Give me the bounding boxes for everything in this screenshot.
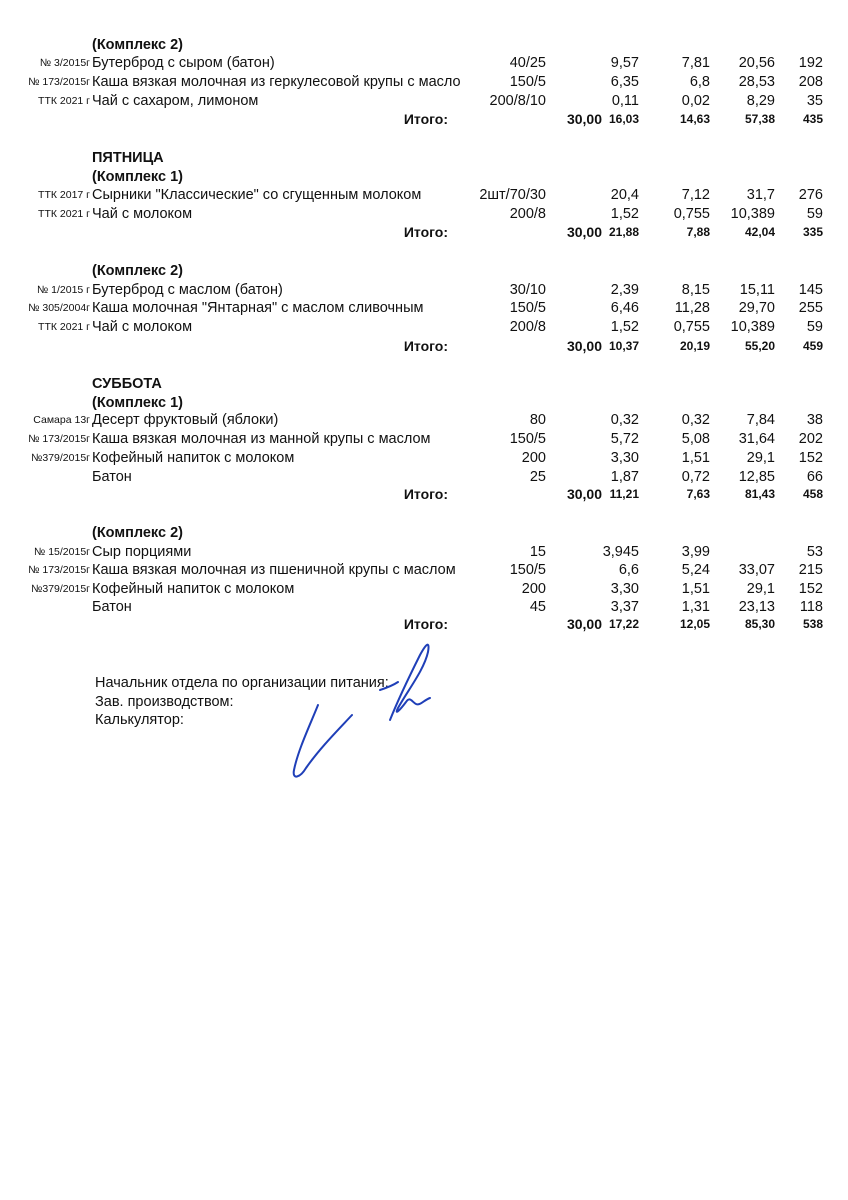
portion: 200	[521, 450, 546, 466]
kcal: 152	[798, 581, 823, 597]
recipe-ref: № 15/2015г	[34, 546, 90, 558]
total-label: Итого:	[403, 616, 448, 632]
protein: 2,39	[610, 282, 639, 298]
total-price: 30,00	[566, 111, 602, 127]
fat: 11,28	[674, 300, 710, 316]
dish-name: Десерт фруктовый (яблоки)	[92, 412, 279, 428]
protein: 0,32	[610, 412, 639, 428]
menu-row	[0, 430, 848, 449]
protein: 6,6	[618, 562, 639, 578]
fat: 1,31	[681, 599, 710, 615]
kcal: 38	[806, 412, 823, 428]
total-price: 30,00	[566, 616, 602, 632]
total-kcal: 538	[802, 617, 823, 631]
carb: 29,1	[746, 450, 775, 466]
total-protein: 11,21	[609, 487, 639, 501]
dish-name: Бутерброд с сыром (батон)	[92, 55, 275, 71]
total-label: Итого:	[403, 486, 448, 502]
kcal: 66	[806, 469, 823, 485]
protein: 3,30	[610, 450, 639, 466]
total-fat: 7,63	[686, 487, 710, 501]
carb: 31,7	[746, 187, 775, 203]
dish-name: Каша вязкая молочная из пшеничной крупы с маслом	[92, 562, 456, 578]
kcal: 118	[799, 599, 823, 615]
menu-row	[0, 186, 848, 205]
protein: 0,11	[611, 93, 639, 109]
carb: 20,56	[738, 55, 775, 71]
total-row	[0, 485, 848, 504]
fat: 0,32	[681, 412, 710, 428]
menu-row	[0, 411, 848, 430]
fat: 8,15	[681, 282, 710, 298]
total-label: Итого:	[403, 338, 448, 354]
total-fat: 7,88	[686, 225, 710, 239]
total-label: Итого:	[403, 111, 448, 127]
menu-row	[0, 54, 848, 73]
recipe-ref: № 1/2015 г	[36, 284, 90, 296]
protein: 1,52	[610, 319, 639, 335]
protein: 6,46	[610, 300, 639, 316]
kcal: 145	[798, 282, 823, 298]
recipe-ref: №379/2015г	[31, 452, 90, 464]
portion: 2шт/70/30	[479, 187, 546, 203]
recipe-ref: № 173/2015г	[28, 564, 90, 576]
total-label: Итого:	[403, 224, 448, 240]
portion: 45	[529, 599, 546, 615]
signature-calculator-label: Калькулятор:	[95, 712, 184, 728]
total-row	[0, 223, 848, 242]
total-kcal: 435	[802, 112, 823, 126]
protein: 1,87	[610, 469, 639, 485]
fat: 5,08	[681, 431, 710, 447]
fat: 0,02	[681, 93, 710, 109]
menu-row	[0, 318, 848, 337]
fat: 7,81	[681, 55, 710, 71]
fat: 1,51	[681, 581, 710, 597]
carb: 8,29	[746, 93, 775, 109]
carb: 10,389	[730, 206, 775, 222]
carb: 29,70	[738, 300, 775, 316]
complex-heading: (Комплекс 2)	[92, 263, 183, 279]
total-carb: 57,38	[744, 112, 775, 126]
dish-name: Сырники "Классические" со сгущенным молоком	[92, 187, 422, 203]
total-price: 30,00	[566, 224, 602, 240]
fat: 6,8	[689, 74, 710, 90]
recipe-ref: № 173/2015г	[28, 433, 90, 445]
carb: 33,07	[738, 562, 775, 578]
total-protein: 16,03	[608, 112, 639, 126]
fat: 0,755	[673, 319, 710, 335]
dish-name: Каша вязкая молочная из геркулесовой крупы с масло	[92, 74, 461, 90]
protein: 9,57	[610, 55, 639, 71]
total-protein: 17,22	[608, 617, 639, 631]
total-carb: 55,20	[744, 339, 775, 353]
complex-heading: (Комплекс 2)	[92, 525, 183, 541]
fat: 0,755	[673, 206, 710, 222]
carb: 28,53	[738, 74, 775, 90]
portion: 150/5	[509, 562, 546, 578]
menu-row	[0, 449, 848, 468]
total-kcal: 335	[802, 225, 823, 239]
portion: 150/5	[509, 300, 546, 316]
carb: 7,84	[746, 412, 775, 428]
kcal: 35	[806, 93, 823, 109]
total-protein: 21,88	[608, 225, 639, 239]
dish-name: Каша молочная "Янтарная" с маслом сливочным	[92, 300, 424, 316]
portion: 200	[521, 581, 546, 597]
recipe-ref: № 305/2004г	[28, 302, 90, 314]
total-carb: 81,43	[744, 487, 775, 501]
menu-row	[0, 561, 848, 580]
portion: 150/5	[509, 431, 546, 447]
menu-row	[0, 580, 848, 599]
portion: 80	[529, 412, 546, 428]
portion: 15	[529, 544, 546, 560]
carb: 31,64	[738, 431, 775, 447]
menu-row	[0, 543, 848, 562]
complex-heading: (Комплекс 2)	[92, 37, 183, 53]
recipe-ref: ТТК 2021 г	[38, 95, 90, 107]
recipe-ref: №379/2015г	[31, 583, 90, 595]
complex-heading: (Комплекс 1)	[92, 395, 183, 411]
kcal: 192	[798, 55, 823, 71]
fat: 3,99	[681, 544, 710, 560]
total-fat: 12,05	[679, 617, 710, 631]
total-row	[0, 337, 848, 356]
total-kcal: 458	[802, 487, 823, 501]
total-carb: 85,30	[744, 617, 775, 631]
menu-row	[0, 73, 848, 92]
fat: 5,24	[681, 562, 710, 578]
recipe-ref: ТТК 2017 г	[38, 189, 90, 201]
menu-row	[0, 281, 848, 300]
dish-name: Сыр порциями	[92, 544, 192, 560]
dish-name: Чай с молоком	[92, 206, 193, 222]
dish-name: Кофейный напиток с молоком	[92, 581, 295, 597]
fat: 1,51	[681, 450, 710, 466]
total-carb: 42,04	[744, 225, 775, 239]
portion: 25	[529, 469, 546, 485]
kcal: 59	[806, 319, 823, 335]
fat: 0,72	[681, 469, 710, 485]
dish-name: Бутерброд с маслом (батон)	[92, 282, 283, 298]
dish-name: Чай с сахаром, лимоном	[92, 93, 259, 109]
total-row	[0, 110, 848, 129]
portion: 200/8	[509, 319, 546, 335]
dish-name: Чай с молоком	[92, 319, 193, 335]
dish-name: Батон	[92, 599, 132, 615]
total-kcal: 459	[802, 339, 823, 353]
dish-name: Кофейный напиток с молоком	[92, 450, 295, 466]
kcal: 59	[806, 206, 823, 222]
total-price: 30,00	[566, 486, 602, 502]
carb: 10,389	[730, 319, 775, 335]
recipe-ref: № 3/2015г	[39, 57, 90, 69]
menu-row	[0, 92, 848, 111]
total-fat: 20,19	[679, 339, 710, 353]
signature-head-label: Начальник отдела по организации питания:	[95, 675, 389, 691]
dish-name: Батон	[92, 469, 132, 485]
recipe-ref: ТТК 2021 г	[38, 321, 90, 333]
protein: 3,37	[610, 599, 639, 615]
dish-name: Каша вязкая молочная из манной крупы с маслом	[92, 431, 431, 447]
handwritten-signature	[280, 630, 460, 790]
kcal: 152	[798, 450, 823, 466]
recipe-ref: ТТК 2021 г	[38, 208, 90, 220]
protein: 5,72	[610, 431, 639, 447]
portion: 40/25	[509, 55, 546, 71]
kcal: 202	[798, 431, 823, 447]
carb: 29,1	[746, 581, 775, 597]
protein: 3,945	[602, 544, 639, 560]
carb: 23,13	[738, 599, 775, 615]
kcal: 208	[798, 74, 823, 90]
portion: 200/8	[509, 206, 546, 222]
kcal: 276	[798, 187, 823, 203]
recipe-ref: № 173/2015г	[28, 76, 90, 88]
menu-row	[0, 299, 848, 318]
day-heading: СУББОТА	[92, 376, 162, 392]
signature-production-label: Зав. производством:	[95, 694, 234, 710]
protein: 3,30	[610, 581, 639, 597]
protein: 20,4	[610, 187, 639, 203]
carb: 15,11	[739, 282, 775, 298]
kcal: 255	[798, 300, 823, 316]
total-protein: 10,37	[608, 339, 639, 353]
fat: 7,12	[681, 187, 710, 203]
portion: 200/8/10	[489, 93, 546, 109]
day-heading: ПЯТНИЦА	[92, 150, 164, 166]
recipe-ref: Самара 13г	[33, 414, 90, 426]
portion: 30/10	[509, 282, 546, 298]
protein: 6,35	[610, 74, 639, 90]
kcal: 53	[806, 544, 823, 560]
portion: 150/5	[509, 74, 546, 90]
total-fat: 14,63	[679, 112, 710, 126]
total-price: 30,00	[566, 338, 602, 354]
protein: 1,52	[610, 206, 639, 222]
carb: 12,85	[738, 469, 775, 485]
menu-row	[0, 205, 848, 224]
kcal: 215	[798, 562, 823, 578]
complex-heading: (Комплекс 1)	[92, 169, 183, 185]
